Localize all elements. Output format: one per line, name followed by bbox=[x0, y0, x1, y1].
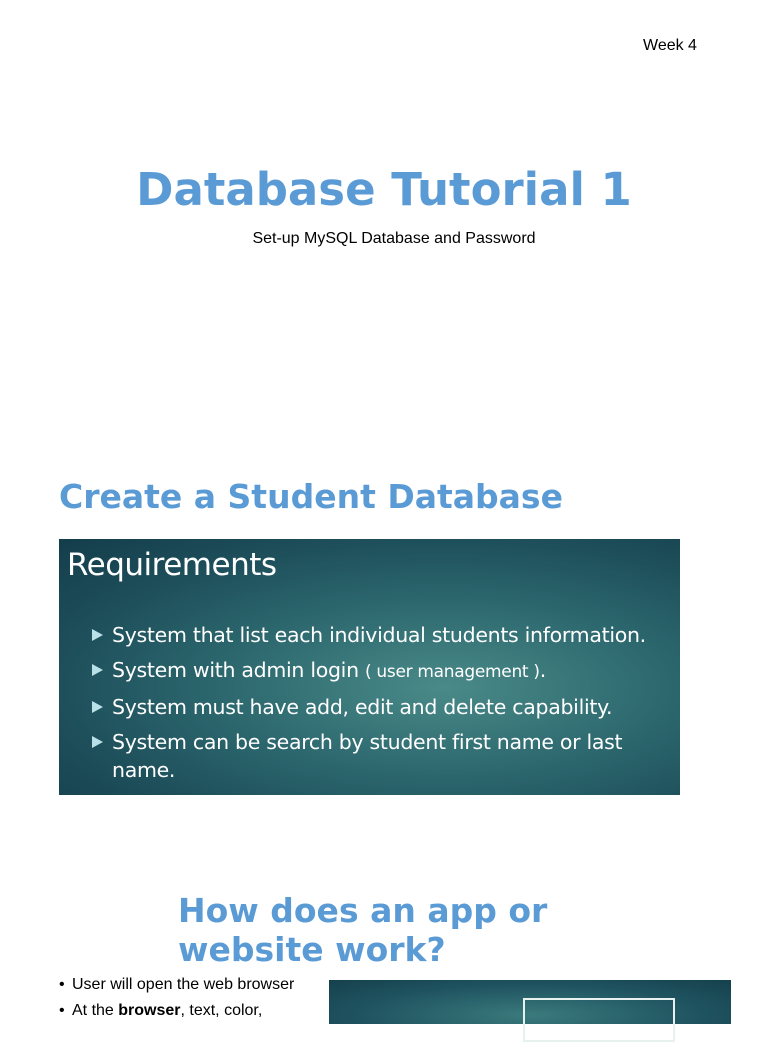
triangle-bullet-icon bbox=[92, 629, 103, 641]
list-item: • At the browser, text, color, bbox=[59, 1001, 319, 1021]
requirements-list bbox=[91, 621, 671, 791]
how-it-works-bullets bbox=[59, 975, 319, 1027]
triangle-bullet-icon bbox=[92, 736, 103, 748]
requirements-slide-image bbox=[59, 539, 680, 795]
list-item: System can be search by student first name or last name. bbox=[91, 728, 671, 784]
list-item: System with admin login ( user management ). bbox=[91, 656, 671, 686]
list-item: System that list each individual students information. bbox=[91, 621, 671, 649]
browser-box bbox=[523, 998, 675, 1042]
week-label: Week 4 bbox=[643, 37, 697, 54]
triangle-bullet-icon bbox=[92, 664, 103, 676]
list-item: System must have add, edit and delete capability. bbox=[91, 693, 671, 721]
section-heading-how-app-works: How does an app or website work? bbox=[178, 891, 548, 969]
document-subtitle: Set-up MySQL Database and Password bbox=[252, 230, 536, 247]
section-heading-create-database: Create a Student Database bbox=[59, 477, 563, 516]
browser-diagram-slide-image bbox=[329, 980, 731, 1024]
slide-heading: Requirements bbox=[67, 547, 277, 583]
triangle-bullet-icon bbox=[92, 701, 103, 713]
list-item: • User will open the web browser bbox=[59, 975, 319, 995]
document-title: Database Tutorial 1 bbox=[136, 163, 632, 216]
